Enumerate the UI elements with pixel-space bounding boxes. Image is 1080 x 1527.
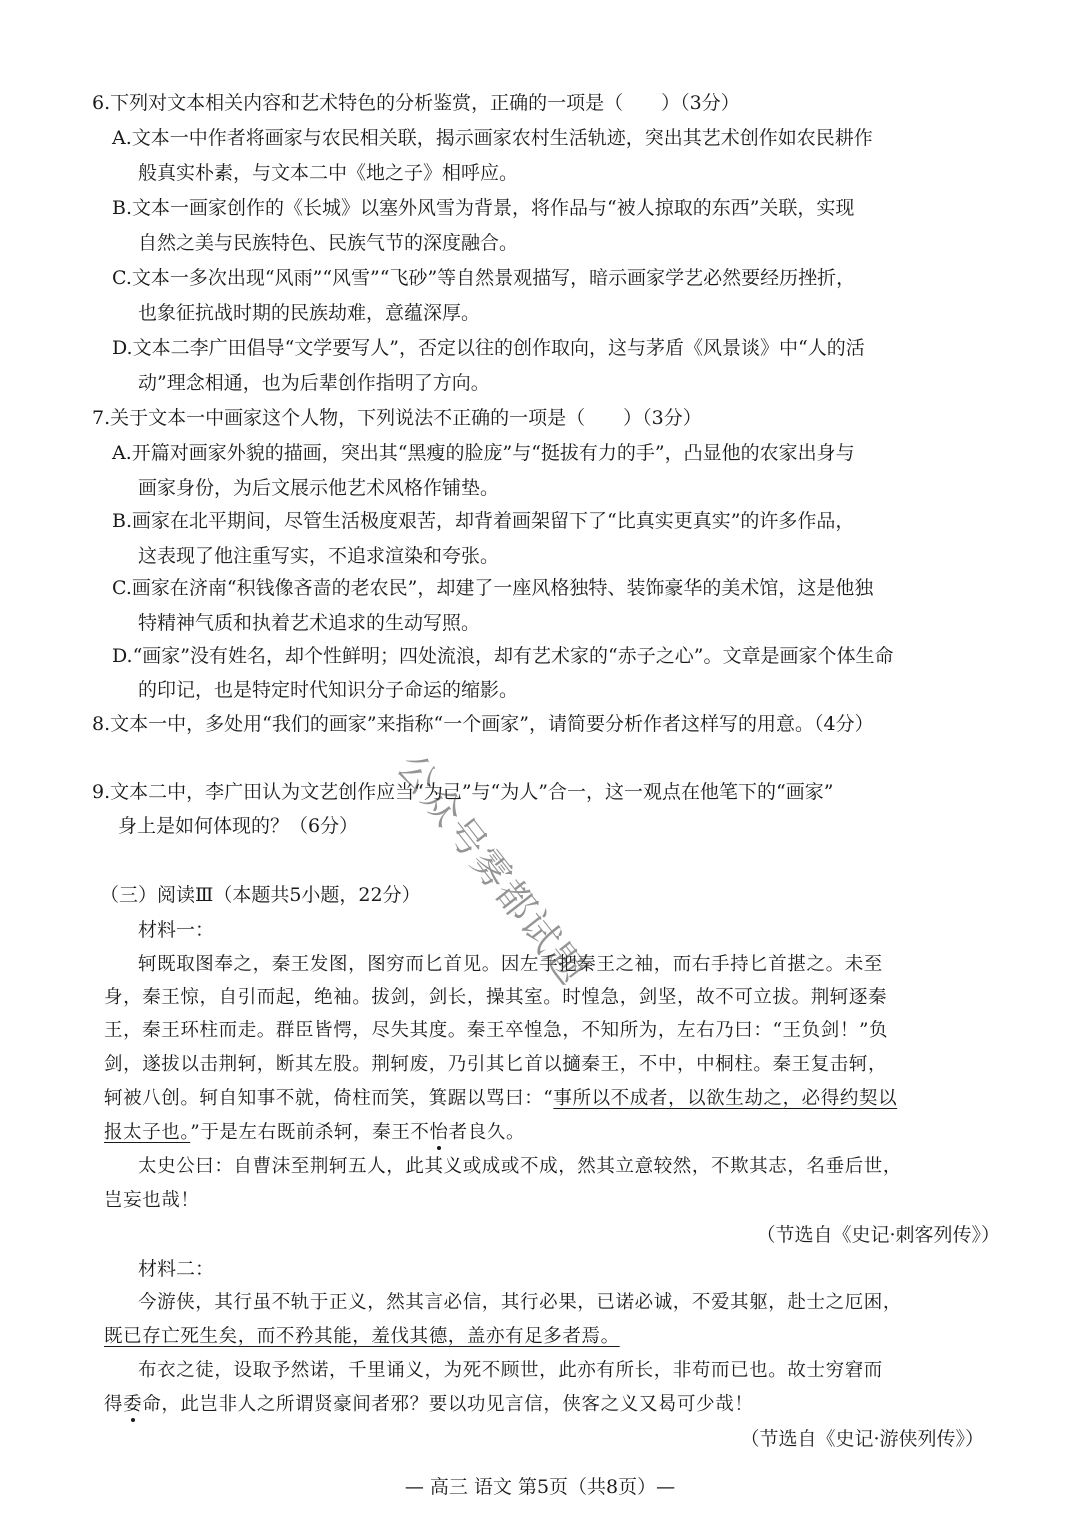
material-two-line bbox=[104, 1324, 620, 1350]
material-one-line: 王，秦王环柱而走。群臣皆愕，尽失其度。秦王卒惶急，不知所为，左右乃曰：“王负剑！”负 bbox=[104, 1020, 889, 1041]
q6-stem: 6.下列对文本相关内容和艺术特色的分析鉴赏，正确的一项是（ ）（3分） bbox=[92, 92, 740, 114]
underlined-sentence: 报太子也。 bbox=[104, 1122, 191, 1143]
q6-option-b: B.文本一画家创作的《长城》以塞外风雪为背景，将作品与“被人掠取的东西”关联，实现 bbox=[112, 197, 855, 219]
q6-option-a: A.文本一中作者将画家与农民相关联，揭示画家农村生活轨迹，突出其艺术创作如农民耕作 bbox=[112, 127, 873, 149]
material-one-source: （节选自《史记·刺客列传》） bbox=[756, 1224, 1000, 1246]
q7-option-d: D.“画家”没有姓名，却个性鲜明；四处流浪，却有艺术家的“赤子之心”。文章是画家个体生命 bbox=[112, 645, 894, 667]
section-title: （三）阅读Ⅲ（本题共5小题，22分） bbox=[100, 884, 421, 906]
material-one-line: 轲既取图奉之，秦王发图，图穷而匕首见。因左手把秦王之袖，而右手持匕首揕之。未至 bbox=[138, 954, 883, 975]
material-two-line bbox=[104, 1392, 753, 1418]
text-segment: 命，此岂非人之所谓贤豪间者邪？要以功见言信，侠客之义又曷可少哉！ bbox=[142, 1394, 754, 1415]
q7-option-b: B.画家在北平期间，尽管生活极度艰苦，却背着画架留下了“比真实更真实”的许多作品， bbox=[112, 510, 855, 532]
material-two-line: 布衣之徒，设取予然诺，千里诵义，为死不顾世，此亦有所长，非苟而已也。故士穷窘而 bbox=[138, 1360, 883, 1381]
q6-option-d-cont: 动”理念相通，也为后辈创作指明了方向。 bbox=[138, 372, 490, 394]
material-two-label: 材料二： bbox=[138, 1258, 215, 1280]
material-one-line: 身，秦王惊，自引而起，绝袖。拔剑，剑长，操其室。时惶急，剑坚，故不可立拔。荆轲逐秦 bbox=[104, 987, 888, 1008]
material-one-line: 岂妄也哉！ bbox=[104, 1190, 200, 1211]
q9-stem-cont: 身上是如何体现的？（6分） bbox=[118, 815, 359, 837]
material-two-source: （节选自《史记·游侠列传》） bbox=[740, 1428, 984, 1450]
watermark: 公众号雾都试题 bbox=[388, 745, 596, 994]
underlined-sentence: 既已存亡死生矣，而不矜其能，羞伐其德，盖亦有足多者焉。 bbox=[104, 1326, 620, 1347]
material-one-line: 剑，遂拔以击荆轲，断其左股。荆轲废，乃引其匕首以擿秦王，不中，中桐柱。秦王复击轲， bbox=[104, 1054, 888, 1075]
q7-option-d-cont: 的印记，也是特定时代知识分子命运的缩影。 bbox=[138, 679, 519, 701]
underlined-sentence: 事所以不成者，以欲生劫之，必得约契以 bbox=[553, 1088, 898, 1109]
q9-stem: 9.文本二中，李广田认为文艺创作应当“为己”与“为人”合一，这一观点在他笔下的“画家” bbox=[92, 781, 834, 803]
emphasis-dotted-char: 委 bbox=[123, 1394, 143, 1415]
text-segment: 轲被八创。轲自知事不就，倚柱而笑，箕踞以骂曰：“ bbox=[104, 1088, 554, 1109]
text-segment: 得 bbox=[104, 1394, 124, 1415]
q6-option-d: D.文本二李广田倡导“文学要写人”，否定以往的创作取向，这与茅盾《风景谈》中“人的活 bbox=[112, 337, 865, 359]
q7-stem: 7.关于文本一中画家这个人物，下列说法不正确的一项是（ ）（3分） bbox=[92, 407, 702, 429]
q6-option-c-cont: 也象征抗战时期的民族劫难，意蕴深厚。 bbox=[138, 302, 481, 324]
page-footer: — 高三 语文 第5页（共8页）— bbox=[404, 1476, 676, 1498]
q6-option-b-cont: 自然之美与民族特色、民族气节的深度融合。 bbox=[138, 232, 519, 254]
material-one-line bbox=[104, 1120, 525, 1146]
q6-option-c: C.文本一多次出现“风雨”“风雪”“飞砂”等自然景观描写，暗示画家学艺必然要经历挫折， bbox=[112, 267, 856, 289]
material-two-line: 今游侠，其行虽不轨于正义，然其言必信，其行必果，已诺必诚，不爱其躯，赴士之厄困， bbox=[138, 1292, 903, 1313]
text-segment: ”于是左右既前杀轲，秦王不 bbox=[190, 1122, 430, 1143]
material-one-line: 太史公曰：自曹沫至荆轲五人，此其义或成或不成，然其立意较然，不欺其志，名垂后世， bbox=[138, 1156, 903, 1177]
text-segment: 者良久。 bbox=[448, 1122, 526, 1143]
q7-option-c: C.画家在济南“积钱像吝啬的老农民”，却建了一座风格独特、装饰豪华的美术馆，这是他独 bbox=[112, 577, 874, 599]
q8-stem: 8.文本一中，多处用“我们的画家”来指称“一个画家”，请简要分析作者这样写的用意。（4分） bbox=[92, 713, 874, 735]
q6-option-a-cont: 般真实朴素，与文本二中《地之子》相呼应。 bbox=[138, 162, 519, 184]
emphasis-dotted-char: 怡 bbox=[429, 1122, 449, 1143]
material-one-line bbox=[104, 1086, 897, 1112]
q7-option-a: A.开篇对画家外貌的描画，突出其“黑瘦的脸庞”与“挺拔有力的手”，凸显他的农家出身与 bbox=[112, 442, 855, 464]
material-one-label: 材料一： bbox=[138, 919, 215, 941]
q7-option-c-cont: 特精神气质和执着艺术追求的生动写照。 bbox=[138, 612, 481, 634]
q7-option-a-cont: 画家身份，为后文展示他艺术风格作铺垫。 bbox=[138, 477, 500, 499]
q7-option-b-cont: 这表现了他注重写实，不追求渲染和夸张。 bbox=[138, 545, 500, 567]
